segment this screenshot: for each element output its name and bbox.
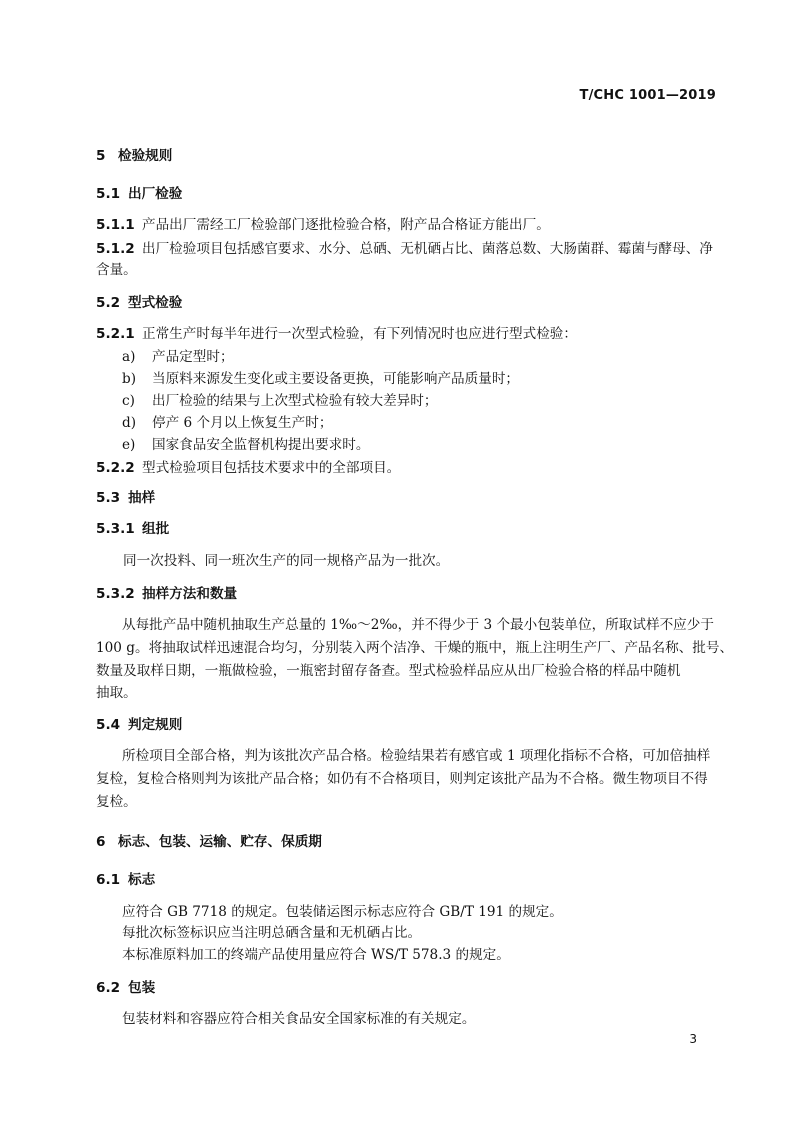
section-number: 6 [96, 834, 106, 850]
section-title: 抽样方法和数量 [142, 586, 238, 602]
paragraph-line: 本标准原料加工的终端产品使用量应符合 WS/T 578.3 的规定。 [122, 947, 510, 963]
section-5-1-heading [96, 183, 182, 205]
clause-5-2-2 [96, 457, 400, 479]
clause-text: 正常生产时每半年进行一次型式检验，有下列情况时也应进行型式检验： [142, 326, 577, 342]
clause-text: 出厂检验项目包括感官要求、水分、总硒、无机硒占比、菌落总数、大肠菌群、霉菌与酵母、净 [142, 241, 713, 257]
list-marker: a) [122, 349, 136, 365]
list-text: 产品定型时； [152, 349, 234, 365]
section-title: 组批 [142, 521, 170, 537]
section-number: 5.3.2 [96, 586, 135, 602]
section-6-1-heading [96, 869, 155, 891]
section-number: 5.3.1 [96, 521, 135, 537]
section-number: 5.4 [96, 717, 121, 733]
section-5-heading [96, 145, 172, 167]
paragraph-line: 从每批产品中随机抽取生产总量的 1‰～2‰，并不得少于 3 个最小包装单位，所取试样不应少于 [122, 617, 714, 633]
clause-5-1-2 [96, 238, 713, 260]
paragraph-line: 100 g。将抽取试样迅速混合均匀，分别装入两个洁净、干燥的瓶中，瓶上注明生产厂、产品名称、批号、 [96, 640, 734, 656]
clause-text: 产品出厂需经工厂检验部门逐批检验合格，附产品合格证方能出厂。 [142, 217, 550, 233]
section-6-heading [96, 831, 322, 853]
section-title: 出厂检验 [128, 186, 183, 202]
list-text: 出厂检验的结果与上次型式检验有较大差异时； [152, 393, 438, 409]
list-item-b [122, 368, 519, 390]
section-title: 检验规则 [118, 148, 173, 164]
paragraph-line: 数量及取样日期，一瓶做检验，一瓶密封留存备查。型式检验样品应从出厂检验合格的样品中随机 [96, 663, 681, 679]
section-5-3-1-paragraph: 同一次投料、同一班次生产的同一规格产品为一批次。 [123, 553, 450, 569]
section-title: 判定规则 [128, 717, 183, 733]
section-number: 6.2 [96, 980, 121, 996]
section-6-2-heading [96, 977, 155, 999]
section-5-3-2-heading [96, 583, 237, 605]
section-number: 5.1 [96, 186, 121, 202]
standard-code-header: T/CHC 1001—2019 [579, 88, 716, 103]
section-5-4-heading [96, 714, 182, 736]
page-number: 3 [689, 1032, 697, 1046]
list-item-c [122, 390, 437, 412]
section-6-2-paragraph: 包装材料和容器应符合相关食品安全国家标准的有关规定。 [122, 1011, 476, 1027]
section-title: 抽样 [128, 490, 156, 506]
paragraph-line: 所检项目全部合格，判为该批次产品合格。检验结果若有感官或 1 项理化指标不合格，可加倍抽样 [122, 748, 711, 764]
list-item-a [122, 346, 234, 368]
section-title: 型式检验 [128, 295, 183, 311]
section-title: 标志 [128, 872, 156, 888]
paragraph-line: 复检。 [96, 794, 137, 810]
list-marker: e) [122, 437, 136, 453]
list-item-d [122, 412, 332, 434]
paragraph-line: 每批次标签标识应当注明总硒含量和无机硒占比。 [122, 925, 422, 941]
paragraph-line: 抽取。 [96, 685, 137, 701]
list-item-e [122, 434, 370, 456]
clause-5-1-2-continued: 含量。 [96, 262, 137, 278]
list-marker: d) [122, 415, 137, 431]
clause-5-2-1 [96, 323, 577, 345]
list-text: 当原料来源发生变化或主要设备更换，可能影响产品质量时； [152, 371, 520, 387]
section-number: 5 [96, 148, 106, 164]
section-5-3-1-heading [96, 518, 169, 540]
list-text: 停产 6 个月以上恢复生产时； [152, 415, 333, 431]
list-marker: c) [122, 393, 135, 409]
list-marker: b) [122, 371, 137, 387]
section-number: 6.1 [96, 872, 121, 888]
section-title: 标志、包装、运输、贮存、保质期 [118, 834, 322, 850]
section-title: 包装 [128, 980, 156, 996]
clause-number: 5.1.1 [96, 217, 135, 233]
list-text: 国家食品安全监督机构提出要求时。 [152, 437, 370, 453]
section-number: 5.2 [96, 295, 121, 311]
clause-text: 型式检验项目包括技术要求中的全部项目。 [142, 460, 401, 476]
section-5-2-heading [96, 292, 182, 314]
section-5-3-heading [96, 487, 155, 509]
clause-number: 5.2.1 [96, 326, 135, 342]
clause-5-1-1 [96, 214, 550, 236]
clause-number: 5.1.2 [96, 241, 135, 257]
paragraph-line: 应符合 GB 7718 的规定。包装储运图示标志应符合 GB/T 191 的规定。 [122, 904, 563, 920]
section-number: 5.3 [96, 490, 121, 506]
paragraph-line: 复检，复检合格则判为该批产品合格；如仍有不合格项目，则判定该批产品为不合格。微生物项目不得 [96, 771, 708, 787]
clause-number: 5.2.2 [96, 460, 135, 476]
